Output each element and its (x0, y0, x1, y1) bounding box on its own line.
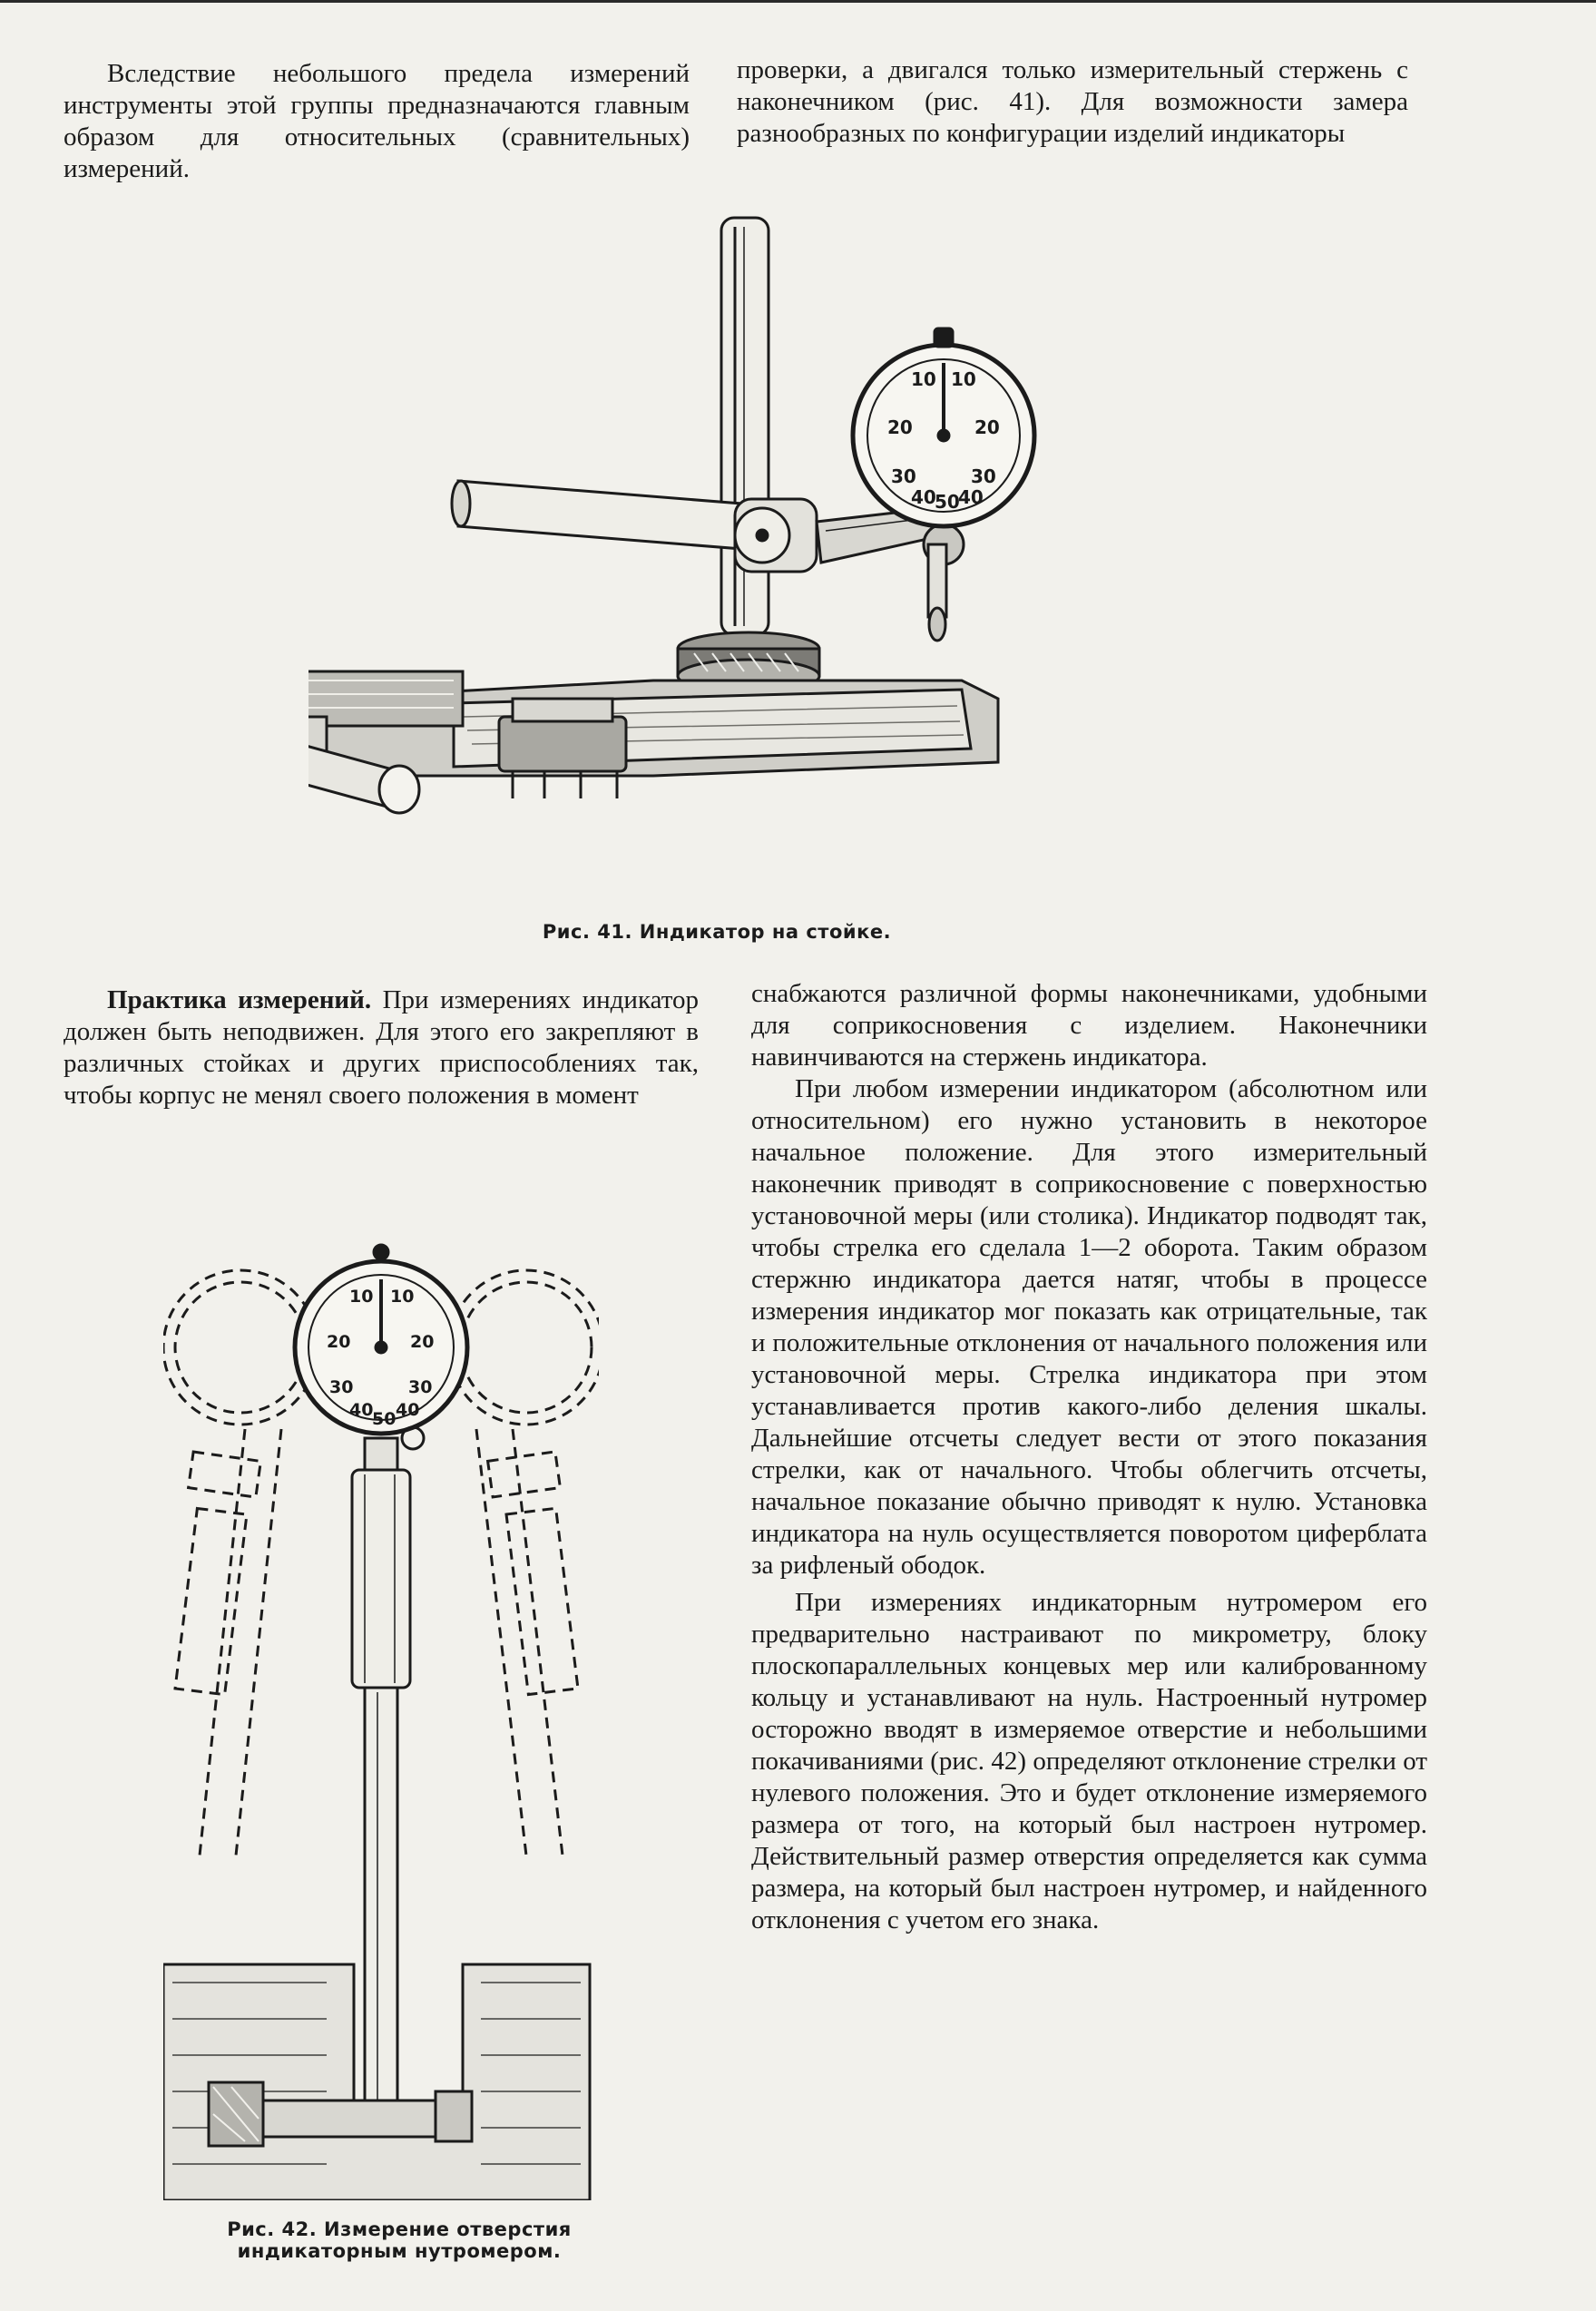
text-top-right (737, 54, 1408, 150)
figure-42-bore-gauge (163, 1166, 599, 2200)
paragraph: При любом измерении индикатором (абсолютном или относительном) его нужно установить в некоторое начальное положение. Для этого измерительный наконечник приводят в соприкосновение с поверхностью установочной меры (или столика). Индикатор подводят так, чтобы стрелка его сделала 1—2 оборота. Таким образом стержню индикатора дается натяг, чтобы в процессе измерения индикатор мог показать как отрицательные, так и положительные отклонения от начального положения или установочной меры. Стрелка индикатора при этом устанавливается против какого-либо деления шкалы. Дальнейшие отсчеты следует вести от этого показания стрелки, как от начального. Чтобы облегчить отсчеты, начальное показание обычно приводят к нулю. Установка индикатора на нуль осуществляется поворотом циферблата за рифленый ободок. (751, 1074, 1427, 1580)
dial-label: 30 (329, 1377, 354, 1397)
dial-label: 20 (974, 416, 1000, 438)
caption-line: индикаторным нутромером. (237, 2240, 562, 2262)
text-right-column (751, 978, 1427, 1936)
dial-label: 40 (349, 1400, 374, 1420)
top-rule (0, 0, 1596, 3)
dial-label: 40 (396, 1400, 420, 1420)
dial-label: 30 (408, 1377, 433, 1397)
dial-label: 20 (887, 416, 913, 438)
dial-label: 10 (911, 368, 936, 390)
paragraph (64, 984, 699, 1111)
dial-label: 10 (349, 1287, 374, 1307)
paragraph-body: При измерениях индикатор должен быть неподвижен. Для этого его закрепляют в различных стойках и других приспособлениях так, чтобы корпус не менял своего положения в момент (64, 985, 700, 1110)
dial-label: 30 (891, 465, 916, 487)
text-top-left (64, 58, 690, 185)
paragraph: проверки, а двигался только измерительный стержень с наконечником (рис. 41). Для возможности замера разнообразных по конфигурации изделий индикаторы (737, 55, 1408, 148)
figure-41-caption: Рис. 41. Индикатор на стойке. (542, 921, 892, 943)
dial-label: 50 (935, 491, 960, 513)
caption-line: Рис. 42. Измерение отверстия (227, 2218, 572, 2240)
dial-label: 50 (372, 1409, 397, 1429)
dial-label: 10 (390, 1287, 415, 1307)
dial-label: 40 (911, 486, 936, 508)
dial-label: 40 (958, 486, 984, 508)
paragraph: При измерениях индикаторным нутромером его предварительно настраивают по микрометру, блоку плоскопараллельных концевых мер или калиброванному кольцу и устанавливают на нуль. Настроенный нутромер осторожно вводят в измеряемое отверстие и небольшими покачиваниями (рис. 42) определяют отклонение стрелки от нулевого положения. Это и будет отклонение измеряемого размера от того, на который был настроен нутромер. Действительный размер отверстия определяется как сумма размера, на который был настроен нутромер, и найденного отклонения с учетом его знака. (751, 1588, 1427, 1934)
text-practice (64, 984, 699, 1111)
dial-label: 20 (327, 1332, 351, 1352)
paragraph: Вследствие небольшого предела измерений инструменты этой группы предназначаются главным образом для относительных (сравнительных) измерений. (64, 59, 690, 183)
figure-41-indicator-on-stand (308, 209, 1125, 898)
dial-label: 20 (410, 1332, 435, 1352)
paragraph: снабжаются различной формы наконечниками, удобными для соприкосновения с изделием. Наконечники навинчиваются на стержень индикатора. (751, 979, 1427, 1072)
figure-42-caption (154, 2218, 644, 2262)
dial-label: 10 (951, 368, 976, 390)
section-heading: Практика измерений. (107, 985, 372, 1014)
dial-label: 30 (971, 465, 996, 487)
